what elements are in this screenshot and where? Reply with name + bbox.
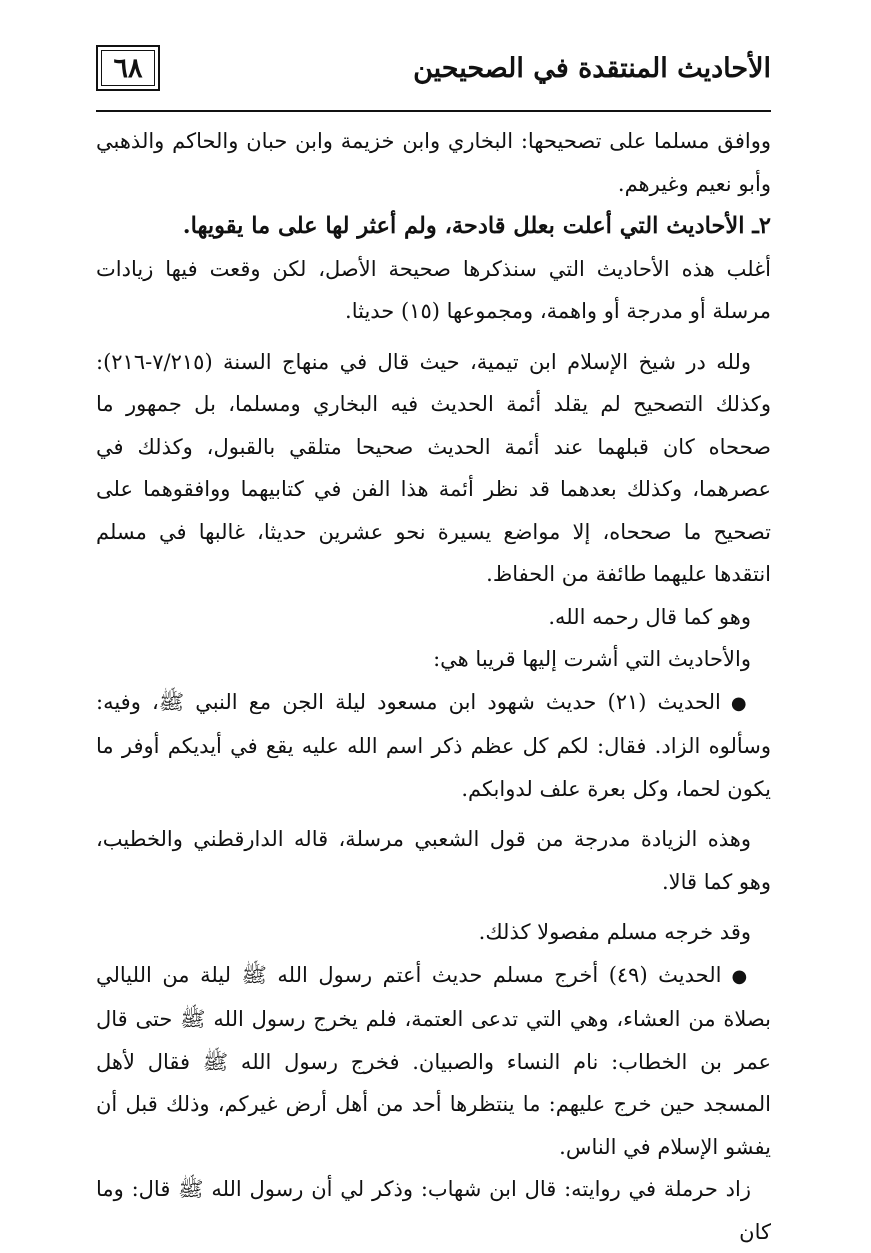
hadith-21-item	[96, 681, 771, 811]
bullet-icon: ●	[730, 692, 751, 714]
page-body	[96, 120, 771, 1253]
bullet-icon: ●	[731, 965, 751, 987]
page-number-text: ٦٨	[113, 52, 143, 84]
paragraph-10: زاد حرملة في روايته: قال ابن شهاب: وذكر لي أن رسول الله ﷺ قال: وما كان	[96, 1177, 771, 1244]
hadith-49-item	[96, 954, 771, 1169]
paragraph-7: وهذه الزيادة مدرجة من قول الشعبي مرسلة، قاله الدارقطني والخطيب، وهو كما قالا.	[96, 827, 771, 894]
paragraph-4: وهو كما قال رحمه الله.	[548, 604, 751, 629]
header-divider	[96, 110, 771, 112]
page-number	[96, 45, 160, 91]
running-title: الأحاديث المنتقدة في الصحيحين	[413, 52, 771, 84]
page-header	[96, 36, 771, 100]
paragraph-8: وقد خرجه مسلم مفصولا كذلك.	[478, 920, 751, 944]
hadith-21-text: الحديث (٢١) حديث شهود ابن مسعود ليلة الجن مع النبي ﷺ، وفيه: وسألوه الزاد. فقال: لكم كل عظم ذكر اسم الله عليه يقع في أيديكم أوفر ما يكون لحما، وكل بعرة علف لدوابكم.	[96, 689, 771, 801]
section-heading: ٢ـ الأحاديث التي أعلت بعلل قادحة، ولم أعثر لها على ما يقويها.	[182, 213, 771, 239]
hadith-49-text: الحديث (٤٩) أخرج مسلم حديث أعتم رسول الله ﷺ ليلة من الليالي بصلاة من العشاء، وهي التي تدعى العتمة، فلم يخرج رسول الله ﷺ حتى قال عمر بن الخطاب: نام النساء والصبيان. فخرج رسول الله ﷺ فقال لأهل المسجد حين خرج عليهم: ما ينتظرها أحد من أهل أرض غيركم، وذلك قبل أن يفشو الإسلام في الناس.	[96, 962, 771, 1159]
paragraph-1: ووافق مسلما على تصحيحها: البخاري وابن خزيمة وابن حبان والحاكم والذهبي وأبو نعيم وغيرهم.	[96, 129, 771, 196]
paragraph-3: ولله در شيخ الإسلام ابن تيمية، حيث قال في منهاج السنة (٧/٢١٥-٢١٦): وكذلك التصحيح لم يقلد أئمة الحديث فيه البخاري ومسلما، بل جمهور ما صححاه كان قبلهما عند أئمة الحديث صحيحا متلقي بالقبول، وكذلك في عصرهما، وكذلك بعدهما قد نظر أئمة هذا الفن في كتابيهما ووافقوهما على تصحيح ما صححاه، إلا مواضع يسيرة نحو عشرين حديثا، غالبها في مسلم انتقدها عليهما طائفة من الحفاظ.	[96, 349, 771, 586]
paragraph-5: والأحاديث التي أشرت إليها قريبا هي:	[433, 647, 751, 671]
paragraph-2: أغلب هذه الأحاديث التي سنذكرها صحيحة الأصل، لكن وقعت فيها زيادات مرسلة أو مدرجة أو واهمة، ومجموعها (١٥) حديثا.	[96, 256, 771, 323]
